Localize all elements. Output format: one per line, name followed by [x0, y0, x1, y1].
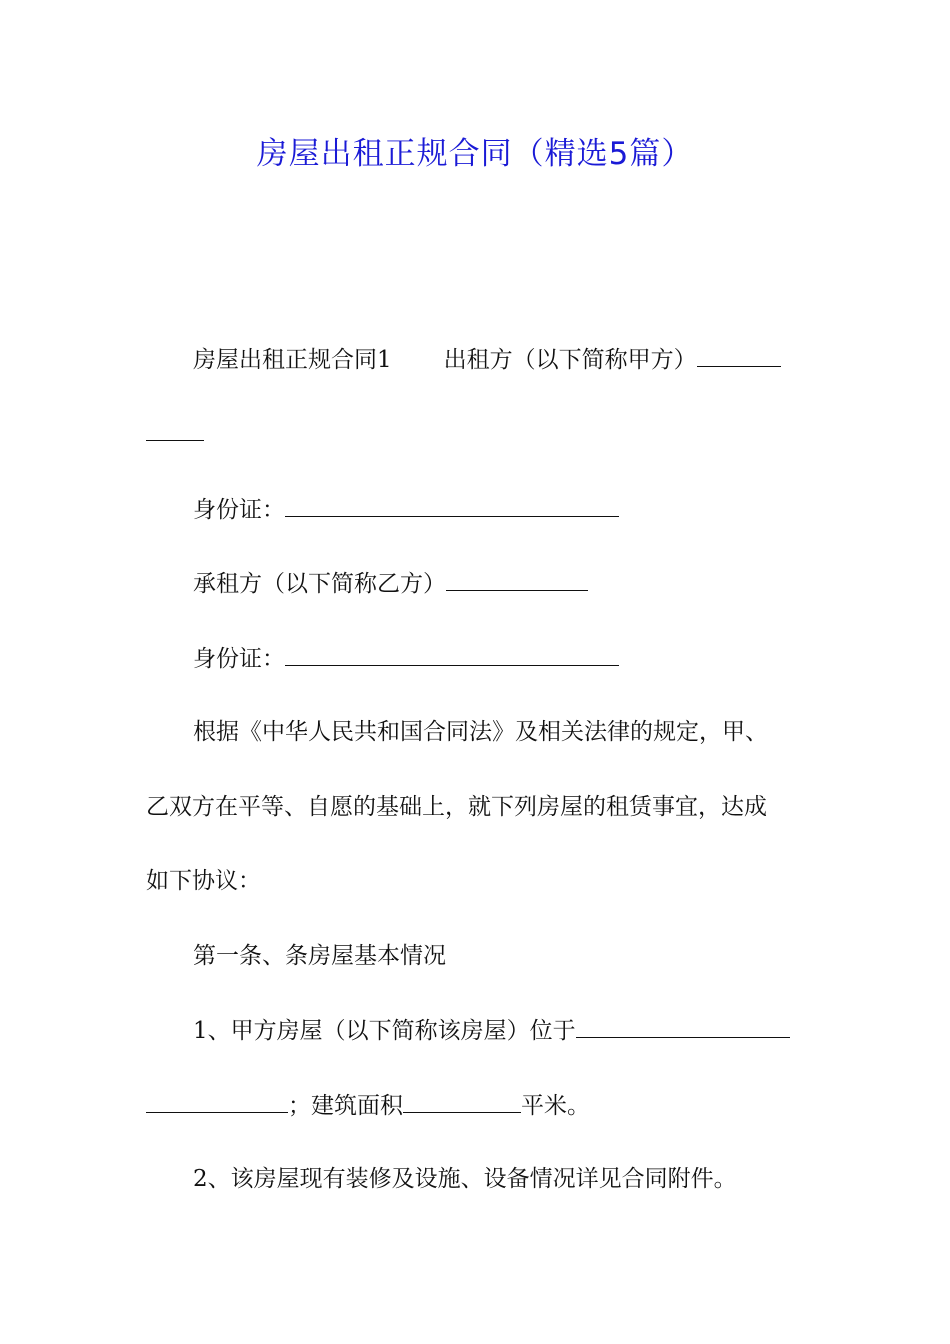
paragraph-text: 如下协议： — [146, 868, 261, 894]
paragraph-line — [146, 866, 261, 896]
paragraph-line — [193, 643, 619, 674]
paragraph-line — [193, 494, 619, 525]
paragraph-line — [146, 418, 204, 449]
paragraph-line — [146, 792, 767, 822]
paragraph-line — [146, 1090, 590, 1121]
lessor-id-blank — [285, 494, 619, 517]
paragraph-line — [193, 717, 768, 747]
lessee-label: 承租方（以下简称乙方） — [193, 571, 446, 597]
house-location-blank-continued — [146, 1090, 288, 1113]
area-label: ；建筑面积 — [288, 1093, 403, 1119]
area-unit: 平米。 — [521, 1093, 590, 1119]
paragraph-line — [193, 1164, 737, 1194]
paragraph-line — [193, 941, 446, 971]
contract-heading-text: 房屋出租正规合同1 — [193, 347, 392, 373]
paragraph-line — [193, 568, 588, 599]
document-title: 房屋出租正规合同（精选5篇） — [256, 136, 694, 172]
lessor-label: 出租方（以下简称甲方） — [443, 347, 697, 373]
lessor-id-label: 身份证： — [193, 497, 285, 523]
paragraph-text: 根据《中华人民共和国合同法》及相关法律的规定，甲、 — [193, 719, 768, 745]
lessee-name-blank — [446, 568, 588, 591]
paragraph-text: 2、该房屋现有装修及设施、设备情况详见合同附件。 — [193, 1166, 737, 1192]
lessee-id-blank — [285, 643, 619, 666]
paragraph-text: 乙双方在平等、自愿的基础上，就下列房屋的租赁事宜，达成 — [146, 794, 767, 820]
lessor-name-blank — [697, 344, 781, 367]
house-location-label: 1、甲方房屋（以下简称该房屋）位于 — [193, 1018, 576, 1044]
paragraph-line — [193, 1015, 790, 1046]
article-heading: 第一条、条房屋基本情况 — [193, 943, 446, 969]
house-location-blank — [576, 1015, 790, 1038]
paragraph-line — [193, 344, 781, 375]
lessor-name-blank-continued — [146, 418, 204, 441]
lessee-id-label: 身份证： — [193, 646, 285, 672]
area-blank — [403, 1090, 521, 1113]
